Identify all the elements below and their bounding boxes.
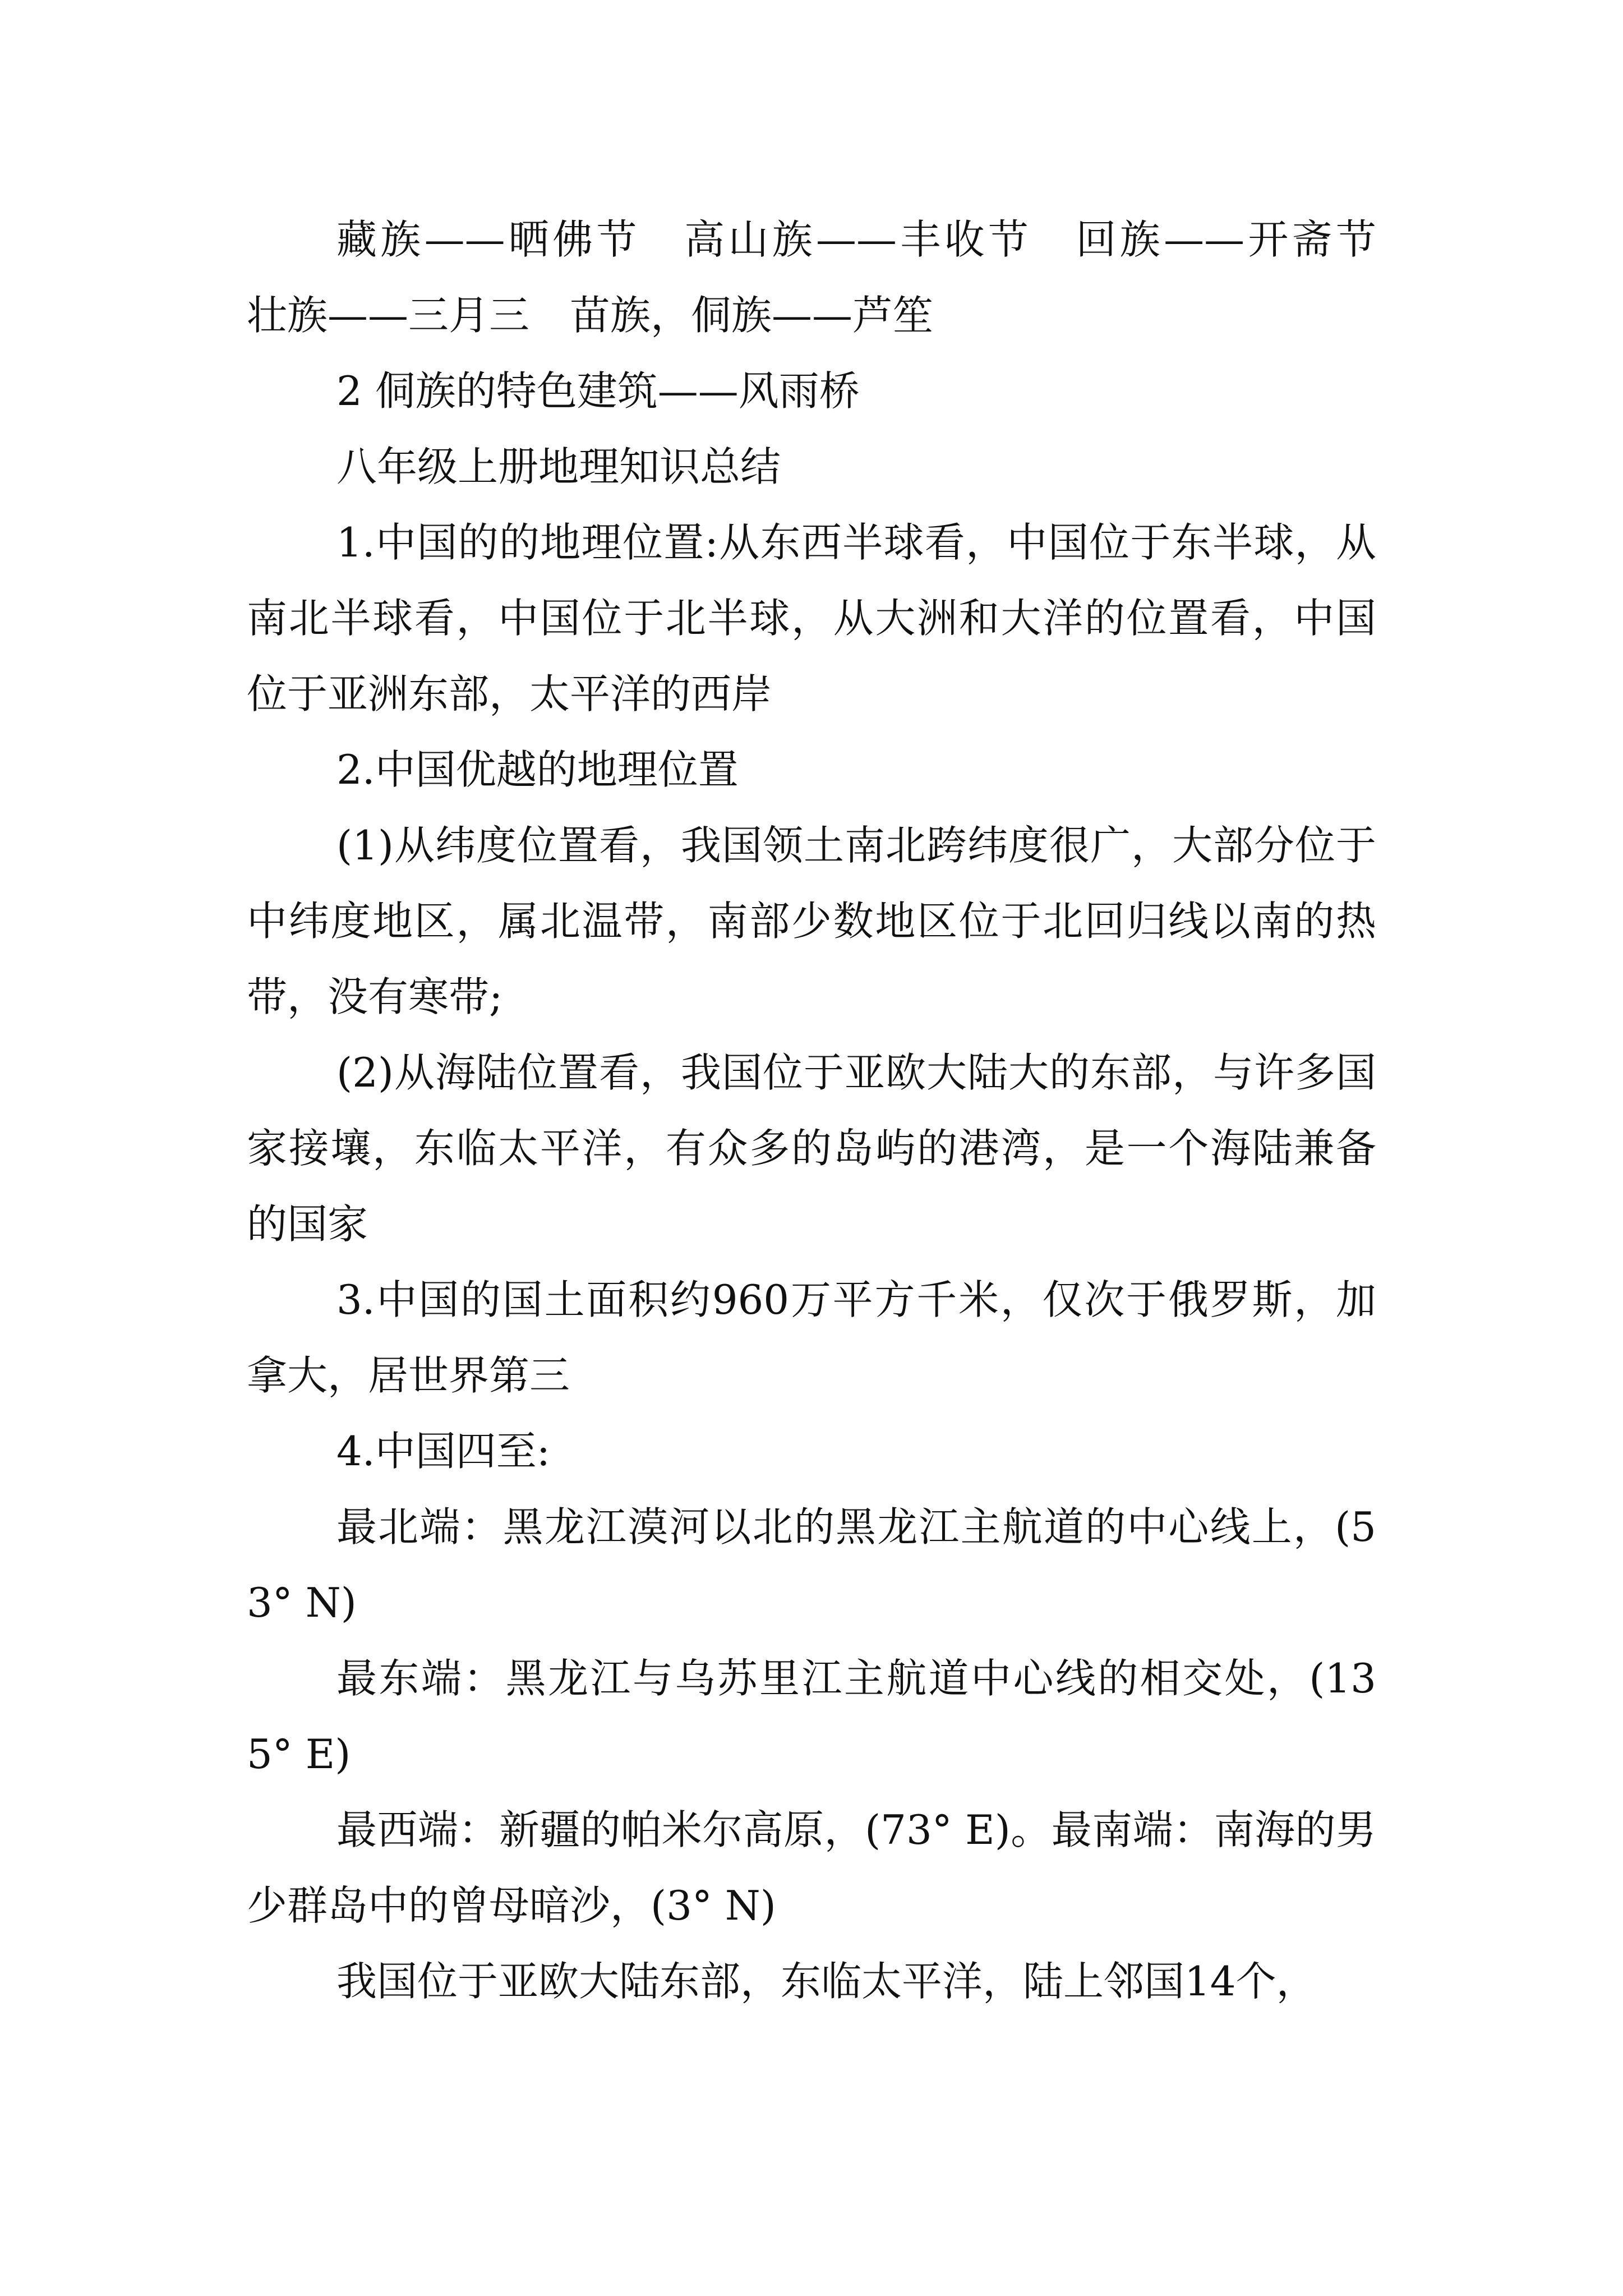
paragraph-western-southern: 最西端：新疆的帕米尔高原，(73° E)。最南端：南海的男少群岛中的曾母暗沙，(3° N)	[247, 1806, 1376, 1929]
paragraph-northernmost: 最北端：黑龙江漠河以北的黑龙江主航道的中心线上，(53° N)	[247, 1503, 1376, 1626]
section-heading: 八年级上册地理知识总结	[336, 443, 781, 490]
paragraph-extremities-heading: 4.中国四至:	[336, 1428, 550, 1475]
paragraph-sea-land-position: (2)从海陆位置看，我国位于亚欧大陆大的东部，与许多国家接壤，东临太平洋，有众多的岛屿的港湾，是一个海陆兼备的国家	[247, 1049, 1376, 1248]
paragraph-festivals: 藏族——晒佛节 高山族——丰收节 回族——开斋节 壮族——三月三 苗族，侗族——芦笙	[247, 216, 1417, 339]
paragraph-latitude-position: (1)从纬度位置看，我国领土南北跨纬度很广，大部分位于中纬度地区，属北温带，南部少数地区位于北回归线以南的热带，没有寒带;	[247, 822, 1376, 1020]
document-body	[247, 202, 1417, 2019]
paragraph-land-area: 3.中国的国土面积约960万平方千米，仅次于俄罗斯，加拿大，居世界第三	[247, 1276, 1376, 1399]
paragraph-neighbors: 我国位于亚欧大陆东部，东临太平洋，陆上邻国14个，	[336, 1958, 1317, 2005]
paragraph-dong-architecture: 2 侗族的特色建筑——风雨桥	[336, 367, 860, 415]
paragraph-easternmost: 最东端：黑龙江与乌苏里江主航道中心线的相交处，(135° E)	[247, 1655, 1376, 1778]
paragraph-advantage-heading: 2.中国优越的地理位置	[336, 746, 739, 793]
paragraph-geographic-position: 1.中国的的地理位置:从东西半球看，中国位于东半球，从南北半球看，中国位于北半球，从大洲和大洋的位置看，中国位于亚洲东部，太平洋的西岸	[247, 519, 1376, 717]
